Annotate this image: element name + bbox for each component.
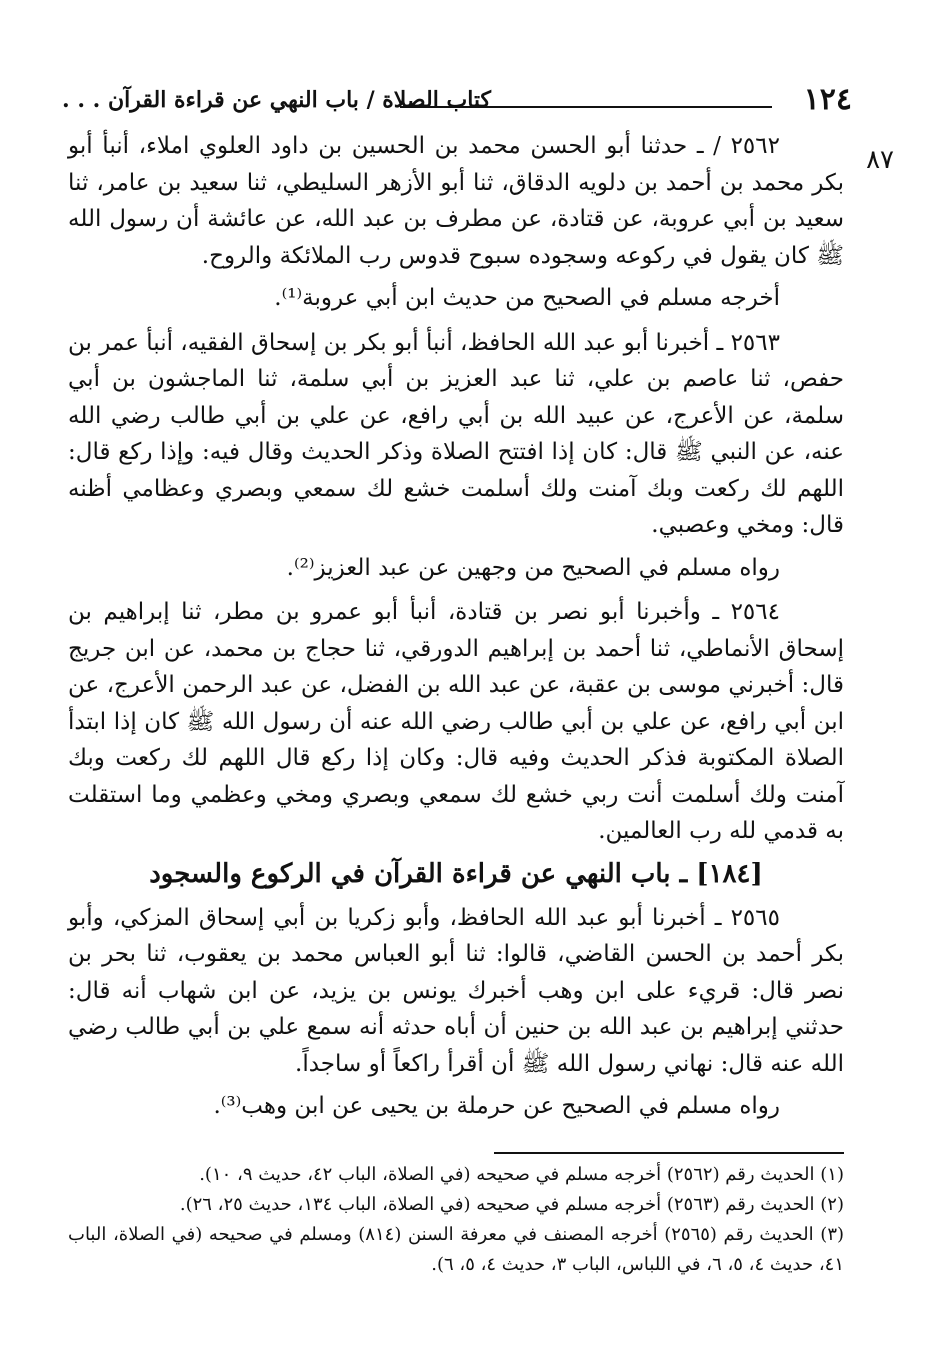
footnotes bbox=[68, 1160, 844, 1280]
hadith-2564: ٢٥٦٤ ـ وأخبرنا أبو نصر بن قتادة، أنبأ أبو عمرو بن مطر، ثنا إبراهيم بن إسحاق الأنماطي، ثنا أحمد بن إبراهيم الدورقي، ثنا حجاج بن محمد، عن ابن جريج قال: أخبرني موسى بن عقبة، عن عبد الله بن الفضل، عن عبد الرحمن الأعرج، عن ابن أبي رافع، عن علي بن أبي طالب رضي الله عنه أن رسول الله ﷺ كان إذا ابتدأ الصلاة المكتوبة فذكر الحديث وفيه قال: وكان إذا ركع قال اللهم لك ركعت وبك آمنت ولك أسلمت أنت ربي خشع لك سمعي وبصري ومخي وعظمي وما استقلت به قدمي لله رب العالمين. bbox=[68, 599, 844, 844]
footnote-1: (١) الحديث رقم (٢٥٦٢) أخرجه مسلم في صحيحه (في الصلاة، الباب ٤٢، حديث ٩، ١٠). bbox=[199, 1164, 844, 1185]
footnote-2: (٢) الحديث رقم (٢٥٦٣) أخرجه مسلم في صحيحه (في الصلاة، الباب ١٣٤، حديث ٢٥، ٢٦). bbox=[179, 1194, 844, 1215]
margin-number: ٨٧ bbox=[866, 145, 894, 175]
chapter-heading: [١٨٤] ـ باب النهي عن قراءة القرآن في الركوع والسجود bbox=[149, 858, 763, 889]
running-title: كتاب الصلاة / باب النهي عن قراءة القرآن . . . bbox=[62, 87, 492, 113]
note-2562: أخرجه مسلم في الصحيح من حديث ابن أبي عروبة⁽¹⁾. bbox=[274, 285, 780, 311]
main-text bbox=[68, 128, 844, 1133]
footnote-3: (٣) الحديث رقم (٢٥٦٥) أخرجه المصنف في معرفة السنن (٨١٤) ومسلم في صحيحه (في الصلاة، الباب ٤١، حديث ٤، ٥، ٦، في اللباس، الباب ٣، حديث ٤، ٥، ٦). bbox=[68, 1224, 845, 1275]
note-2565: رواه مسلم في الصحيح عن حرملة بن يحيى عن ابن وهب⁽³⁾. bbox=[213, 1093, 780, 1119]
page-number: ١٢٤ bbox=[803, 82, 852, 117]
footnote-rule bbox=[494, 1152, 844, 1154]
hadith-2562: ٢٥٦٢ / ـ حدثنا أبو الحسن محمد بن الحسين بن داود العلوي املاء، أنبأ أبو بكر محمد بن أحمد بن دلويه الدقاق، ثنا أبو الأزهر السليطي، ثنا سعيد بن عامر، ثنا سعيد بن أبي عروبة، عن قتادة، عن مطرف بن عبد الله، عن عائشة أن رسول الله ﷺ كان يقول في ركوعه وسجوده سبوح قدوس رب الملائكة والروح. bbox=[68, 133, 844, 269]
page-header bbox=[62, 80, 852, 120]
hadith-2563: ٢٥٦٣ ـ أخبرنا أبو عبد الله الحافظ، أنبأ أبو بكر بن إسحاق الفقيه، أنبأ عمر بن حفص، ثنا عاصم بن علي، ثنا عبد العزيز بن أبي سلمة، ثنا الماجشون بن أبي سلمة، عن الأعرج، عن عبيد الله بن أبي رافع، عن علي بن أبي طالب رضي الله عنه، عن النبي ﷺ قال: كان إذا افتتح الصلاة وذكر الحديث وقال فيه: وإذا ركع قال: اللهم لك ركعت وبك آمنت ولك أسلمت خشع لك سمعي وبصري وعظامي أظنه قال: ومخي وعصبي. bbox=[68, 329, 844, 538]
hadith-2565: ٢٥٦٥ ـ أخبرنا أبو عبد الله الحافظ، وأبو زكريا بن أبي إسحاق المزكي، وأبو بكر أحمد بن الحسن القاضي، قالوا: ثنا أبو العباس محمد بن يعقوب، ثنا بحر بن نصر قال: قريء على ابن وهب أخبرك يونس بن يزيد، عن ابن شهاب أنه قال: حدثني إبراهيم بن عبد الله بن حنين أن أباه حدثه أنه سمع علي بن أبي طالب رضي الله عنه قال: نهاني رسول الله ﷺ أن أقرأ راكعاً أو ساجداً. bbox=[68, 904, 844, 1077]
note-2563: رواه مسلم في الصحيح من وجهين عن عبد العزيز⁽²⁾. bbox=[286, 554, 780, 581]
